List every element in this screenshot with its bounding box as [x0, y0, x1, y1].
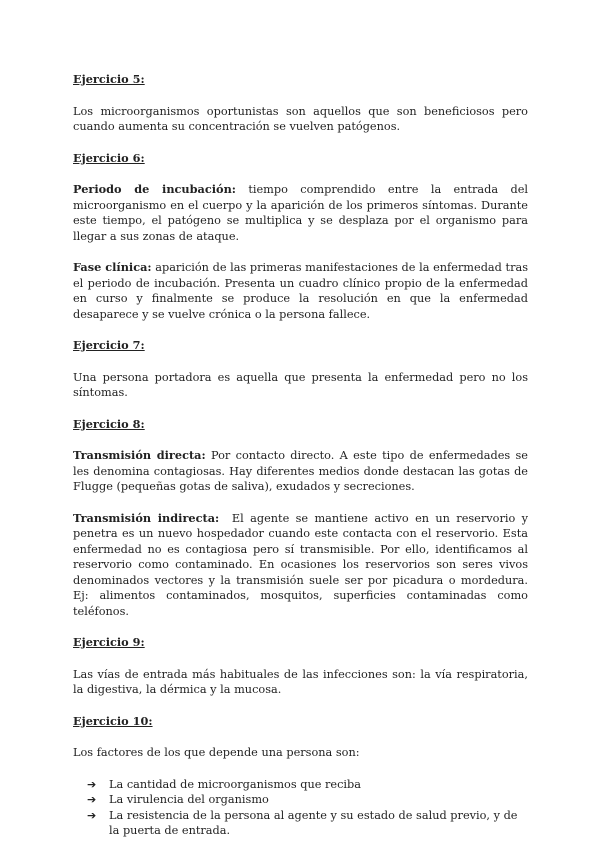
section-heading-ejercicio-5: Ejercicio 5:	[73, 72, 145, 86]
definition-fase-clinica: aparición de las primeras manifestaciones de la enfermedad tras el periodo de incubación. Presenta un cuadro clínico propio de la enfermedad en curso y finalmente se produce la resolución en que la enfermedad desaparece y se vuelve crónica o la persona fallece.	[73, 261, 528, 321]
term-transmision-directa: Transmisión directa:	[73, 448, 206, 462]
section-heading-ejercicio-8: Ejercicio 8:	[73, 416, 145, 431]
definition-transmision-directa: Por contacto directo. A este tipo de enfermedades se les denomina contagiosas. Hay diferentes medios donde destacan las gotas de Flugge (pequeñas gotas de saliva), exudados y secreciones.	[73, 449, 528, 493]
paragraph-oportunistas: Los microorganismos oportunistas son aquellos que son beneficiosos pero cuando aumenta su concentración se vuelven patógenos.	[73, 104, 528, 133]
paragraph-portadora: Una persona portadora es aquella que presenta la enfermedad pero no los síntomas.	[73, 370, 528, 399]
term-fase-clinica: Fase clínica:	[73, 260, 152, 274]
list-item-text: La cantidad de microorganismos que reciba	[109, 777, 362, 791]
document-page	[73, 72, 532, 839]
list-item	[73, 792, 528, 808]
paragraph-periodo-incubacion	[73, 182, 528, 244]
list-item-text: La virulencia del organismo	[109, 793, 269, 806]
paragraph-vias-entrada: Las vías de entrada más habituales de las infecciones son: la vía respiratoria, la digestiva, la dérmica y la mucosa.	[73, 667, 528, 696]
arrow-right-icon: ➔	[87, 793, 97, 806]
list-item	[73, 808, 528, 839]
section-heading-ejercicio-10: Ejercicio 10:	[73, 713, 153, 728]
term-periodo-incubacion: Periodo de incubación:	[73, 182, 236, 196]
paragraph-transmision-indirecta	[73, 510, 532, 620]
definition-periodo-incubacion: tiempo comprendido entre la entrada del microorganismo en el cuerpo y la aparición de los primeros síntomas. Durante este tiempo, el patógeno se multiplica y se desplaza por el organismo para llegar a sus zonas de ataque.	[73, 183, 528, 243]
paragraph-transmision-directa	[73, 448, 528, 495]
term-transmision-indirecta: Transmisión indirecta:	[73, 510, 220, 525]
list-item-text: La resistencia de la persona al agente y su estado de salud previo, y de la puerta de entrada.	[109, 808, 518, 837]
arrow-right-icon: ➔	[87, 808, 97, 822]
section-heading-ejercicio-7: Ejercicio 7:	[73, 338, 145, 352]
list-item	[73, 777, 528, 793]
factors-list	[73, 777, 528, 839]
definition-transmision-indirecta: El agente se mantiene activo en un reservorio y penetra es un nuevo hospedador cuando este contacta con el reservorio. Esta enfermedad no es contagiosa pero sí transmisible. Por ello, identificamos al reservorio como contaminado. En ocasiones los reservorios son seres vivos denominados vectores y la transmisión suele ser por picadura o mordedura. Ej: alimentos contaminados, mosquitos, superficies contaminadas como teléfonos.	[73, 511, 532, 618]
paragraph-fase-clinica	[73, 260, 528, 322]
section-heading-ejercicio-9: Ejercicio 9:	[73, 635, 145, 649]
section-heading-ejercicio-6: Ejercicio 6:	[73, 150, 145, 165]
arrow-right-icon: ➔	[87, 777, 97, 791]
paragraph-factores-intro: Los factores de los que depende una persona son:	[73, 746, 360, 759]
